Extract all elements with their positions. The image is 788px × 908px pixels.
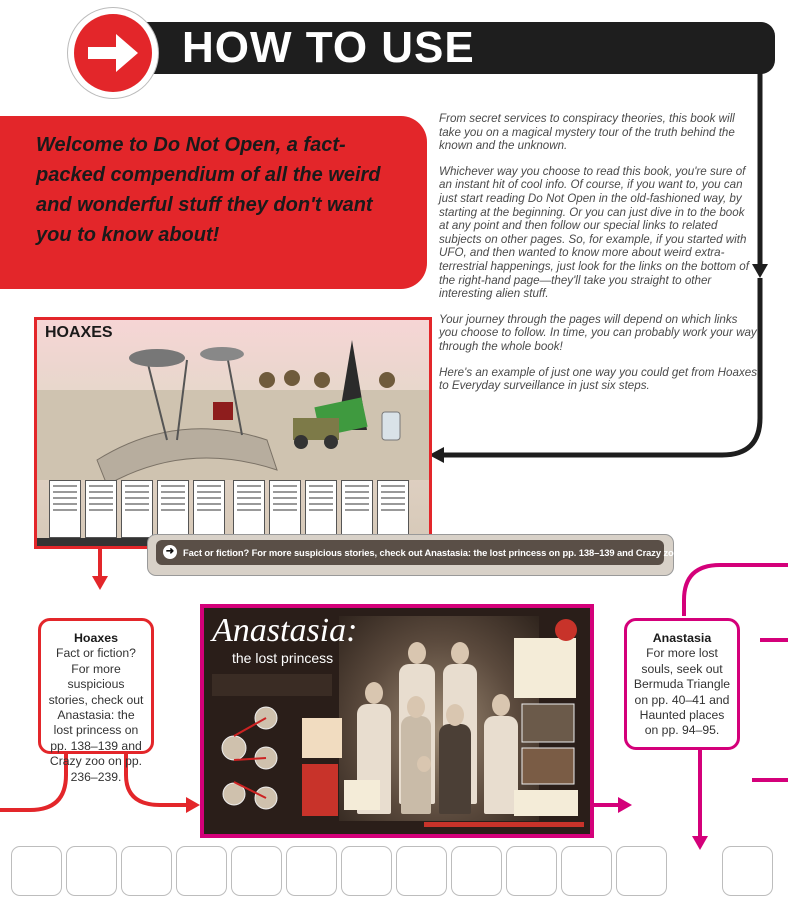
hoaxes-spread-thumbnail <box>34 317 432 549</box>
arrow-right-icon: ➜ <box>163 545 177 559</box>
page-tab <box>561 846 612 896</box>
intro-paragraph-1: From secret services to conspiracy theories, this book will take you on a magical mystery tour of the truth behind the known and the unknown. <box>439 112 735 153</box>
page-tab <box>506 846 557 896</box>
intro-paragraph-3: Your journey through the pages will depend on which links you choose to follow. In time, you can probably work your way through the whole book! <box>439 312 757 353</box>
hoaxes-text-card <box>233 480 265 538</box>
page-tab <box>451 846 502 896</box>
intro-paragraph-4: Here's an example of just one way you could get from Hoaxes to Everyday surveillance in just six steps. <box>439 365 757 393</box>
anastasia-family-tree <box>204 608 590 834</box>
magenta-connector-edge <box>752 640 788 780</box>
red-arrowhead-right <box>186 797 200 813</box>
page-tab <box>66 846 117 896</box>
hoaxes-text-card <box>85 480 117 538</box>
hoaxes-text-card <box>377 480 409 538</box>
page-tab <box>341 846 392 896</box>
anastasia-link-heading: Anastasia <box>652 631 712 645</box>
magenta-arrowhead-down <box>692 836 708 850</box>
page-tab <box>616 846 667 896</box>
page-tab <box>121 846 172 896</box>
fact-or-fiction-text: Fact or fiction? For more suspicious stories, check out Anastasia: the lost princess on pp. 138–139 and Crazy zoo on pp. 236–239. <box>183 547 751 558</box>
intro-paragraph-2: Whichever way you choose to read this book, you're sure of an instant hit of cool info. Of course, if you want to, you can just start reading Do Not Open in the old-fashioned way, by starting at the beginning. Or you can just dive in to the book at any point and then follow our special links to related subjects on other pages. So, for example, if you started with UFO, and then wanted to know more about weird extra-terrestrial happenings, just look for the links on the bottom of the right-hand page—they'll take you straight to other interesting alien stuff. <box>439 164 749 301</box>
page-tab <box>231 846 282 896</box>
magenta-arrowhead-right <box>618 797 632 813</box>
anastasia-link-text: For more lost souls, seek out Bermuda Triangle on pp. 40–41 and Haunted places on pp. 94–95. <box>633 646 731 738</box>
page-tab <box>11 846 62 896</box>
red-arrowhead-down <box>92 576 108 590</box>
hoaxes-link-text: Fact or fiction? For more suspicious stories, check out Anastasia: the lost princess on pp. 138–139 and Crazy zoo on pp. 236–239. <box>48 646 144 784</box>
anastasia-spread-title: Anastasia: <box>212 612 358 649</box>
anastasia-spread-subtitle: the lost princess <box>232 650 334 666</box>
intro-text <box>439 112 757 405</box>
hoaxes-link-box <box>38 618 154 784</box>
hoaxes-text-card <box>157 480 189 538</box>
magenta-connector-top <box>684 565 788 616</box>
right-arrow-icon <box>74 14 152 92</box>
welcome-box <box>0 116 427 289</box>
hoaxes-text-card <box>193 480 225 538</box>
hoaxes-link-heading: Hoaxes <box>73 631 119 645</box>
hoaxes-spread-title: HOAXES <box>45 324 113 341</box>
page-tab <box>286 846 337 896</box>
page-tab <box>722 846 773 896</box>
page-tab <box>176 846 227 896</box>
welcome-text: Welcome to Do Not Open, a fact-packed compendium of all the weird and wonderful stuff they don't want you to know about! <box>36 134 381 246</box>
page-tab <box>396 846 447 896</box>
anastasia-spread-thumbnail <box>200 604 594 838</box>
hoaxes-text-card <box>121 480 153 538</box>
hoaxes-text-card <box>341 480 373 538</box>
hoaxes-text-card <box>305 480 337 538</box>
hoaxes-text-card <box>49 480 81 538</box>
anastasia-link-box <box>624 618 740 750</box>
hoaxes-text-card <box>269 480 301 538</box>
page-title: HOW TO USE <box>182 23 475 72</box>
